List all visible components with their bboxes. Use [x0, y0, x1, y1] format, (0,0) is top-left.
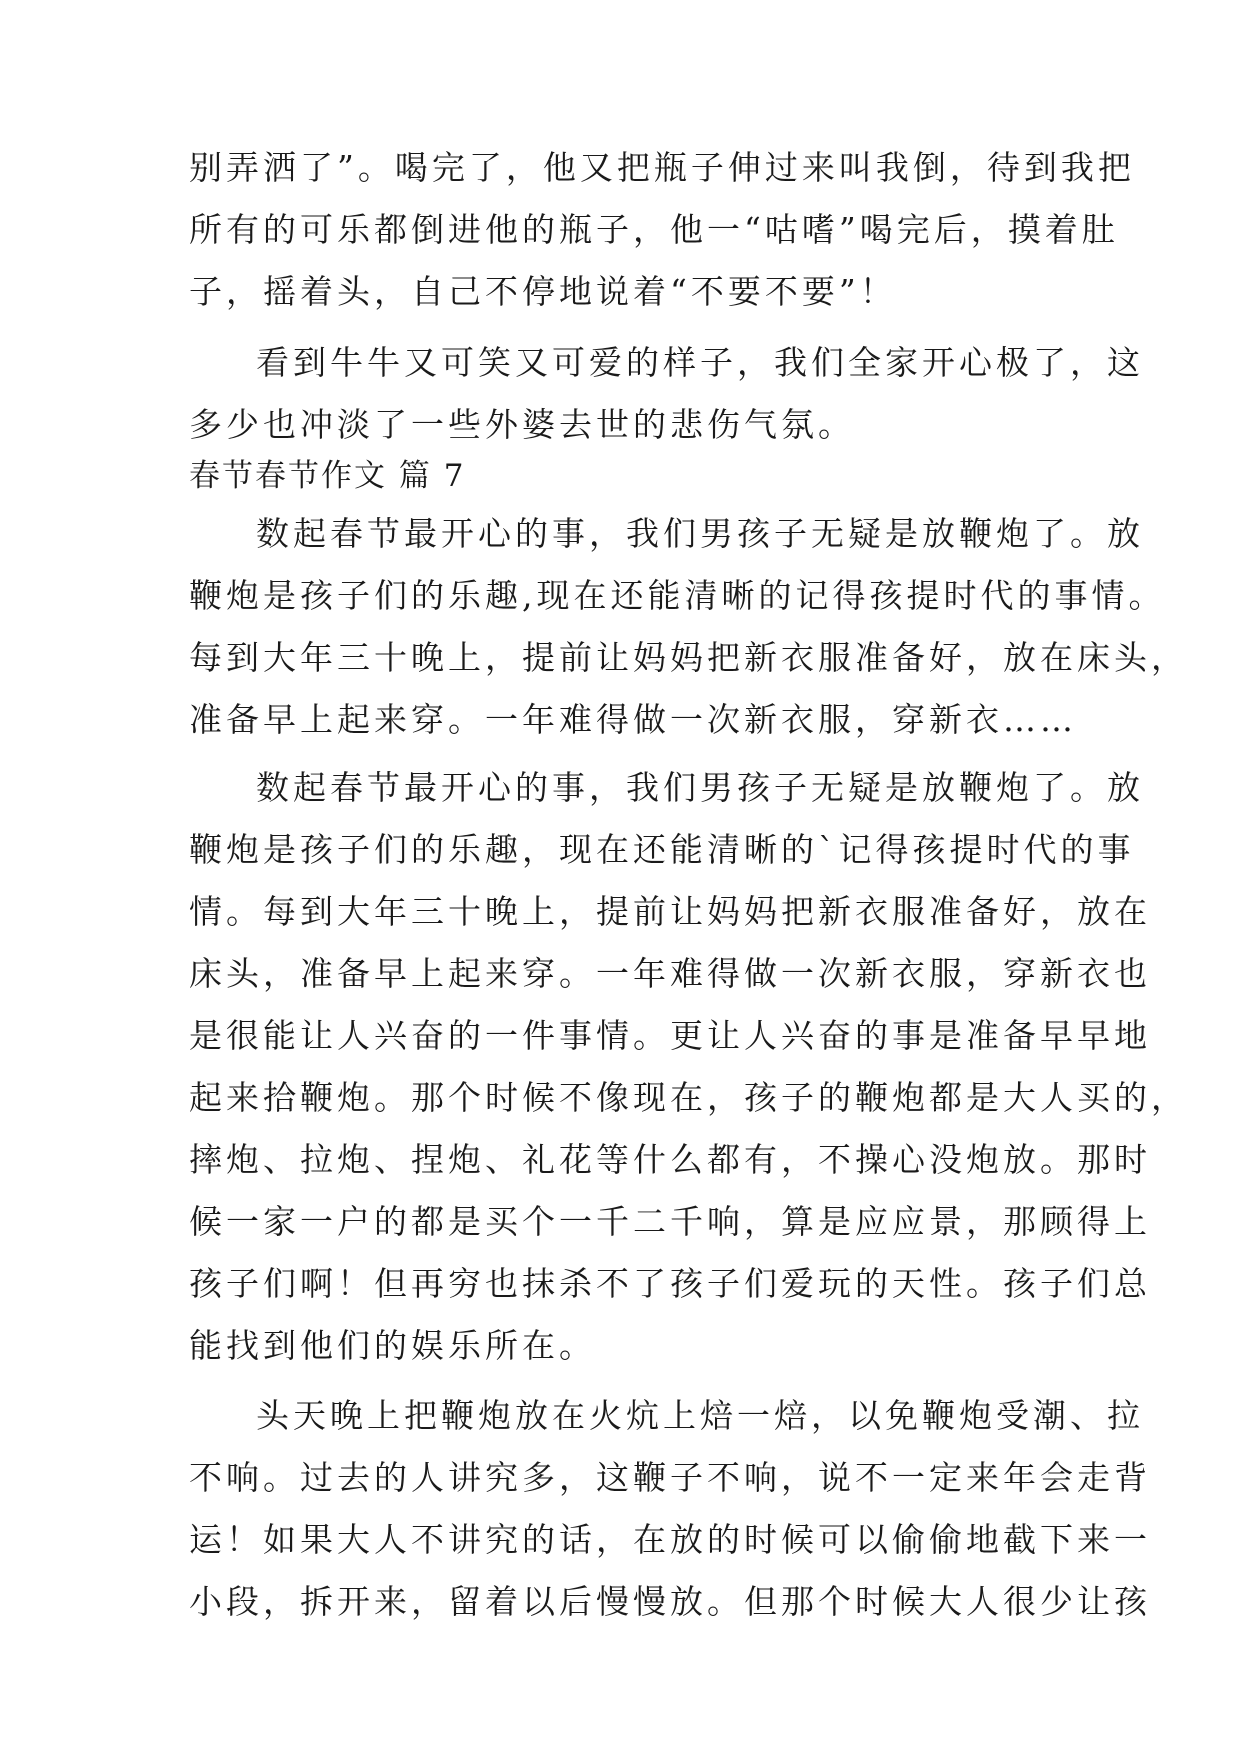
paragraph-line: 每到大年三十晚上，提前让妈妈把新衣服准备好，放在床头，: [189, 638, 1188, 677]
paragraph-line: 数起春节最开心的事，我们男孩子无疑是放鞭炮了。放: [256, 768, 1144, 807]
paragraph-line: 是很能让人兴奋的一件事情。更让人兴奋的事是准备早早地: [189, 1016, 1151, 1055]
paragraph-line: 鞭炮是孩子们的乐趣,现在还能清晰的记得孩提时代的事情。: [189, 576, 1166, 615]
paragraph-line: 摔炮、拉炮、捏炮、礼花等什么都有，不操心没炮放。那时: [189, 1140, 1151, 1179]
paragraph-line: 别弄洒了”。喝完了，他又把瓶子伸过来叫我倒，待到我把: [189, 148, 1135, 187]
paragraph-line: 子，摇着头，自己不停地说着“不要不要”！: [189, 272, 897, 311]
section-heading: 春节春节作文 篇 7: [189, 458, 466, 494]
paragraph-line: 运！如果大人不讲究的话，在放的时候可以偷偷地截下来一: [189, 1520, 1151, 1559]
paragraph-line: 不响。过去的人讲究多，这鞭子不响，说不一定来年会走背: [189, 1458, 1151, 1497]
paragraph-line: 头天晚上把鞭炮放在火炕上焙一焙，以免鞭炮受潮、拉: [256, 1396, 1144, 1435]
paragraph-line: 多少也冲淡了一些外婆去世的悲伤气氛。: [189, 405, 855, 444]
paragraph-line: 孩子们啊！但再穷也抹杀不了孩子们爱玩的天性。孩子们总: [189, 1264, 1151, 1303]
paragraph-line: 床头，准备早上起来穿。一年难得做一次新衣服，穿新衣也: [189, 954, 1151, 993]
paragraph-line: 看到牛牛又可笑又可爱的样子，我们全家开心极了，这: [256, 343, 1144, 382]
paragraph-line: 情。每到大年三十晚上，提前让妈妈把新衣服准备好，放在: [189, 892, 1151, 931]
paragraph-line: 鞭炮是孩子们的乐趣，现在还能清晰的`记得孩提时代的事: [189, 830, 1135, 869]
paragraph-line: 起来拾鞭炮。那个时候不像现在，孩子的鞭炮都是大人买的，: [189, 1078, 1188, 1117]
paragraph-line: 所有的可乐都倒进他的瓶子，他一“咕嗜”喝完后，摸着肚: [189, 210, 1119, 249]
paragraph-line: 数起春节最开心的事，我们男孩子无疑是放鞭炮了。放: [256, 514, 1144, 553]
paragraph-line: 候一家一户的都是买个一千二千响，算是应应景，那顾得上: [189, 1202, 1151, 1241]
paragraph-line: 能找到他们的娱乐所在。: [189, 1326, 596, 1365]
paragraph-line: 小段，拆开来，留着以后慢慢放。但那个时候大人很少让孩: [189, 1582, 1151, 1621]
paragraph-line: 准备早上起来穿。一年难得做一次新衣服，穿新衣……: [189, 700, 1077, 739]
